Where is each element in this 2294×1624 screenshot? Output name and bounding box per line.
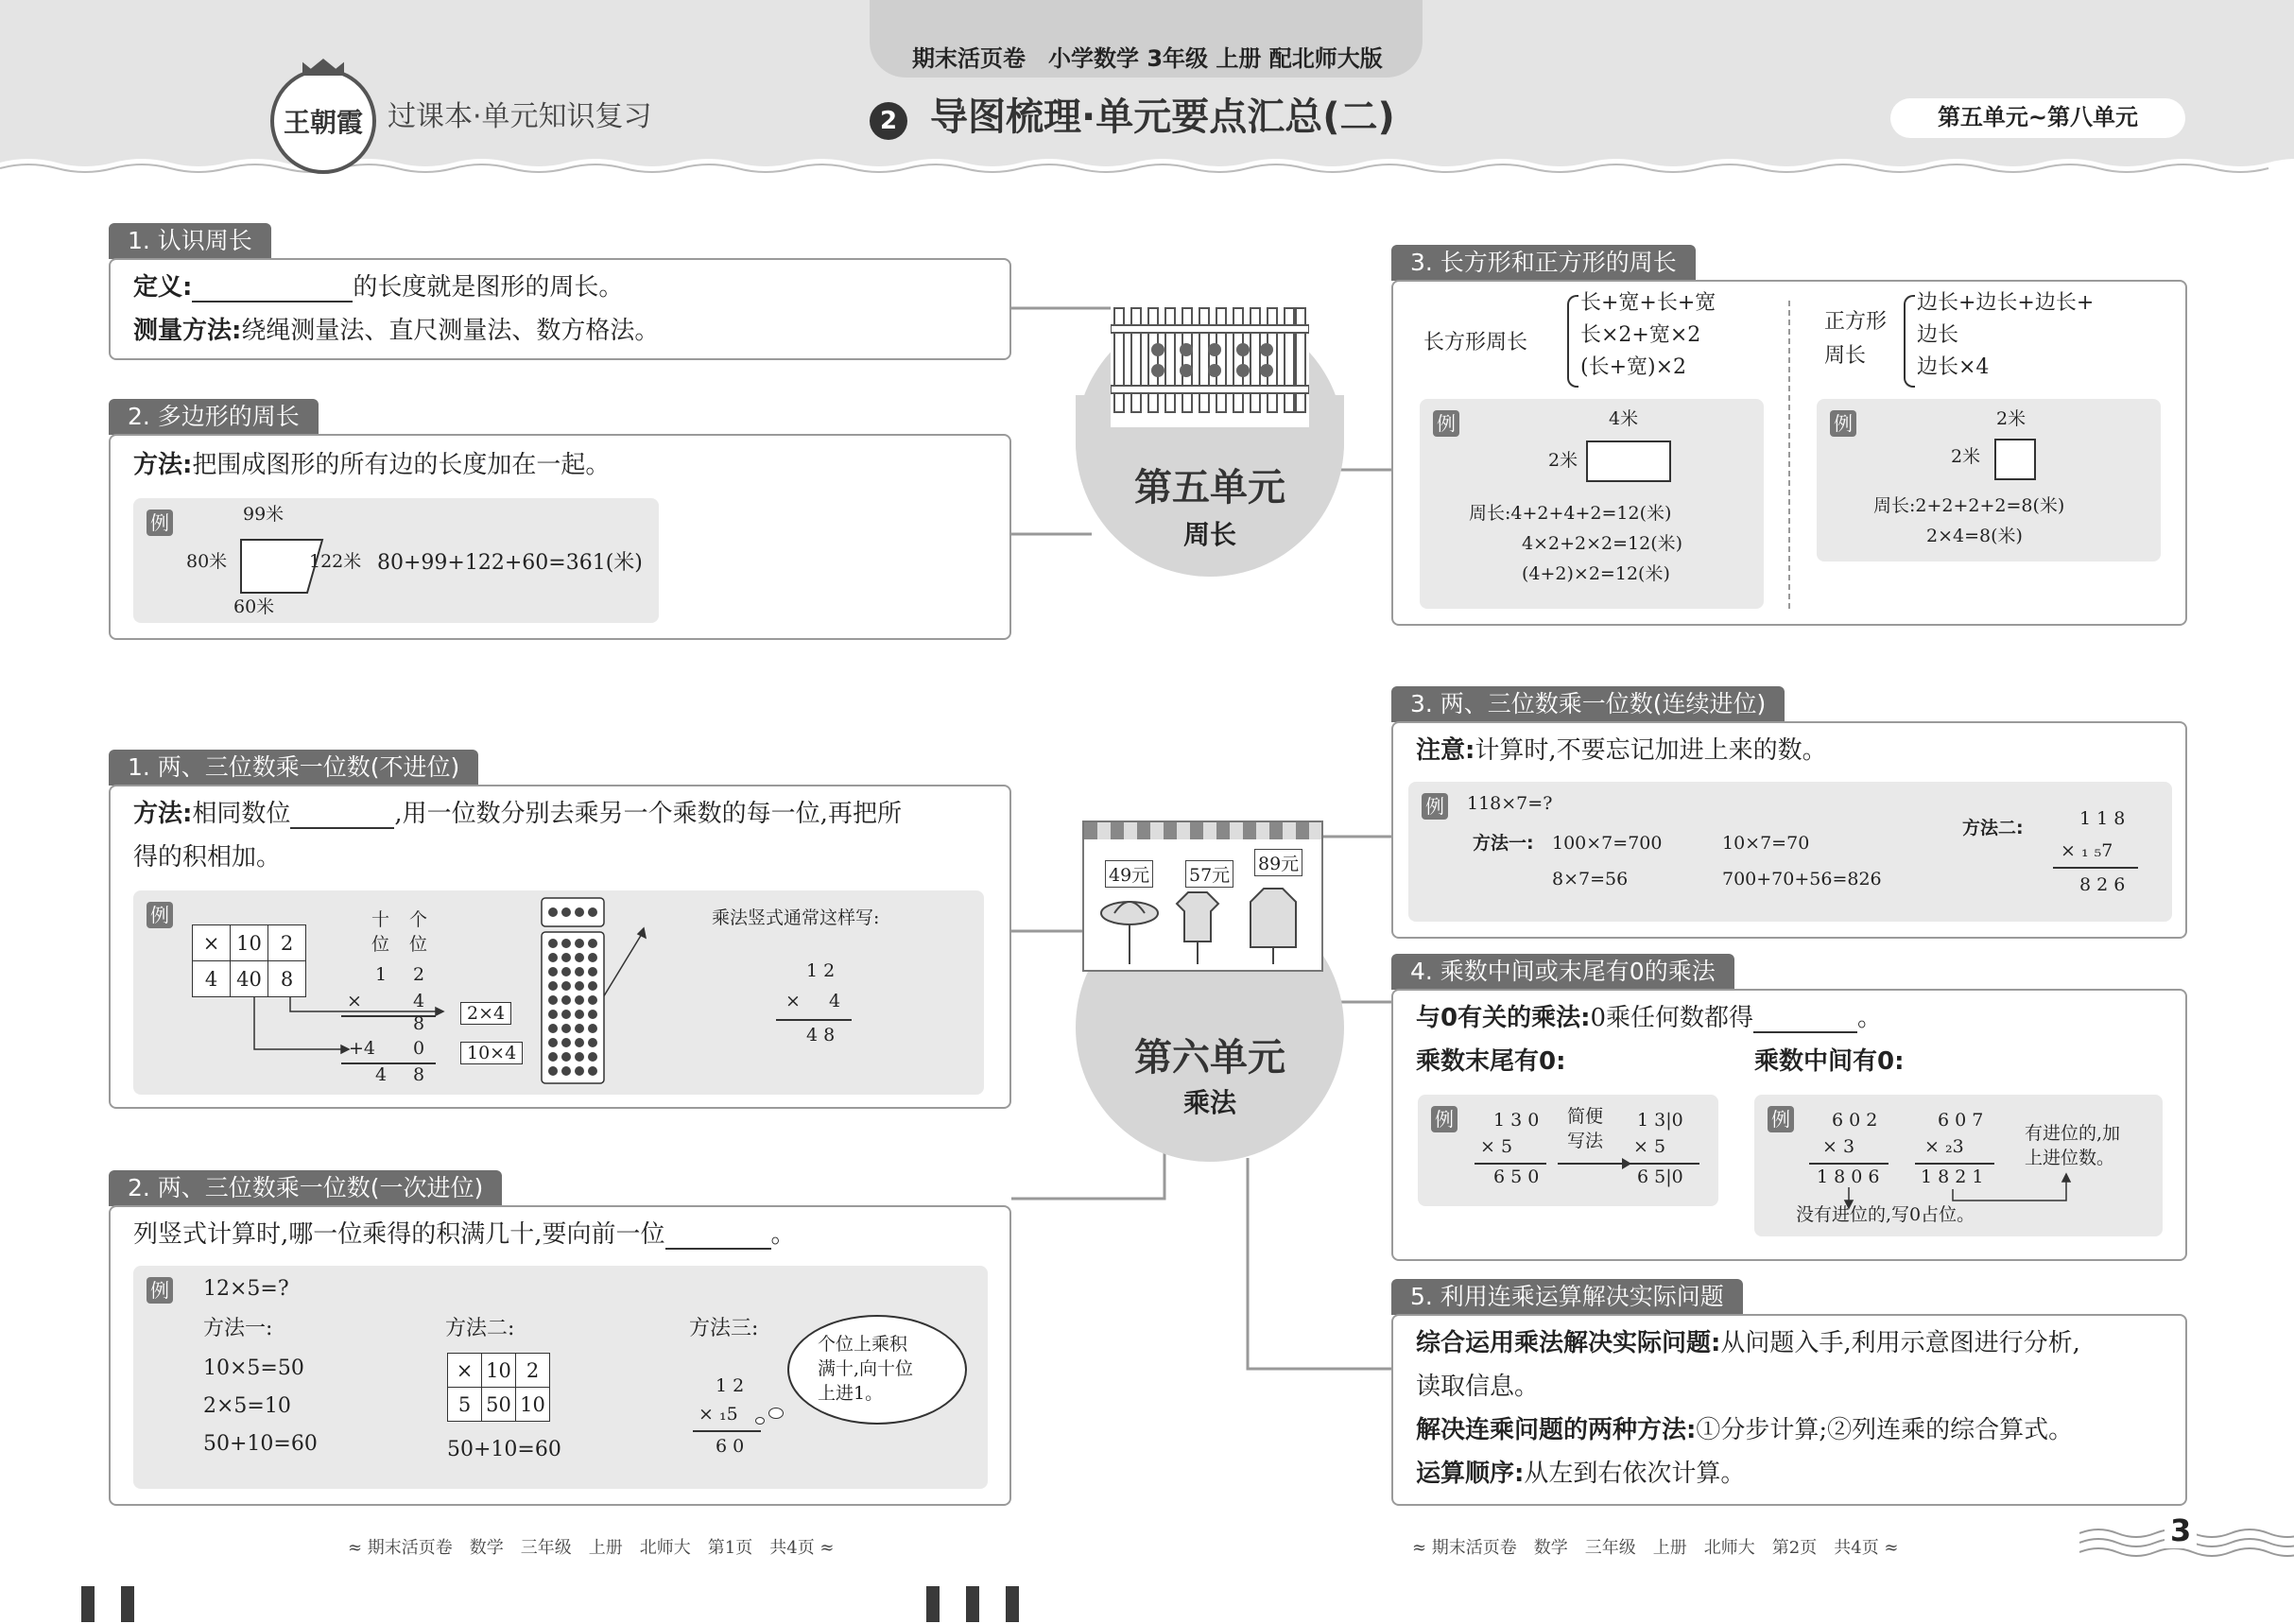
- section-tag: 2. 多边形的周长: [109, 399, 319, 435]
- clothes-icon: [1094, 885, 1316, 966]
- rect-perimeter-label: 长方形周长: [1423, 331, 1528, 354]
- method-line: 方法:把围成图形的所有边的长度加在一起。: [133, 451, 611, 479]
- digit: 6 0 7: [1938, 1110, 1984, 1131]
- question: 12×5=?: [203, 1277, 289, 1301]
- digit: × 3: [1822, 1136, 1855, 1157]
- method-label: 方法二:: [1962, 818, 2024, 838]
- square-top-label: 2米: [1996, 408, 2027, 429]
- unit6-title: 第六单元: [1134, 1036, 1285, 1080]
- zero-rule-line: 与0有关的乘法:0乘任何数都得 。: [1416, 1004, 1883, 1032]
- example-panel: [133, 498, 659, 623]
- perimeter-equation: 80+99+122+60=361(米): [377, 551, 643, 575]
- price-tag: 89元: [1254, 849, 1302, 876]
- thought-bubble-dot: [768, 1408, 784, 1419]
- note: 没有进位的,写0占位。: [1796, 1204, 1975, 1225]
- digit: 4: [413, 991, 425, 1011]
- digit: × 5: [1633, 1136, 1666, 1157]
- square-side-label: 2米: [1951, 446, 1981, 467]
- method-line: 方法:相同数位 ,用一位数分别去乘另一个乘数的每一位,再把所: [133, 800, 902, 828]
- rect-side-label: 2米: [1548, 450, 1578, 471]
- digit: 1: [375, 964, 388, 985]
- s1-box: [109, 258, 1011, 360]
- example-panel: [133, 890, 984, 1095]
- place-label: 个: [409, 909, 428, 930]
- calc-line: 2×5=10: [203, 1394, 291, 1418]
- text-line: 运算顺序:从左到右依次计算。: [1416, 1460, 1746, 1488]
- thought-bubble-dot: [755, 1417, 765, 1425]
- example-panel: [133, 1266, 988, 1489]
- bubble-text: 上进1。: [818, 1383, 884, 1404]
- place-label: 位: [409, 934, 428, 955]
- unit6-subtitle: 乘法: [1182, 1087, 1236, 1118]
- series-text: 期末活页卷 小学数学 3年级 上册 配北师大版: [912, 45, 1383, 72]
- subheading: 乘数中间有0:: [1754, 1047, 1905, 1076]
- digit: 1 8 2 1: [1921, 1166, 1984, 1187]
- example-panel: [1817, 399, 2161, 561]
- digit: 6 5|0: [1637, 1166, 1683, 1187]
- question: 118×7=?: [1467, 793, 1553, 814]
- digit: 1 1 8: [2079, 808, 2126, 829]
- calc-line: 8×7=56: [1552, 869, 1629, 890]
- example-mark: 例: [147, 510, 173, 536]
- calc-rule: [776, 1019, 852, 1021]
- square-perimeter-label: 正方形: [1824, 310, 1888, 334]
- multiplication-grid: × 10 2 5 50 10: [447, 1353, 550, 1422]
- calc-rule: [1475, 1163, 1546, 1165]
- calc-rule: [693, 1430, 761, 1432]
- method-label: 方法二:: [445, 1317, 515, 1340]
- answer-blank[interactable]: [192, 301, 353, 302]
- digit: × ₂3: [1924, 1136, 1964, 1157]
- example-panel: [1408, 782, 2172, 922]
- section-tag: 3. 长方形和正方形的周长: [1391, 245, 1696, 281]
- formula: 边长+边长+边长+: [1917, 291, 2095, 315]
- example-panel: [1420, 399, 1764, 609]
- footer-left: ≈ 期末活页卷 数学 三年级 上册 北师大 第1页 共4页 ≈: [348, 1538, 835, 1558]
- unit-range-pill: 第五单元~第八单元: [1890, 98, 2185, 138]
- digit: 1 2: [716, 1375, 745, 1396]
- arrow-label: 简便: [1567, 1106, 1604, 1127]
- digit: × 5: [1480, 1136, 1513, 1157]
- bubble-text: 满十,向十位: [818, 1358, 914, 1379]
- subheading: 乘数末尾有0:: [1416, 1047, 1566, 1076]
- measure-line: 测量方法:绕绳测量法、直尺测量法、数方格法。: [133, 317, 660, 345]
- dot-array-figure: [540, 896, 608, 1085]
- digit: +4: [349, 1038, 376, 1059]
- side-label: 122米: [309, 551, 362, 572]
- digit: 6 5 0: [1493, 1166, 1540, 1187]
- side-label: 60米: [233, 596, 275, 617]
- brace: [1904, 295, 1915, 388]
- vertical-note: 乘法竖式通常这样写:: [712, 907, 880, 928]
- s2-box: [109, 434, 1011, 640]
- digit: × ₁ ₅7: [2061, 840, 2113, 861]
- calc-line: 4×2+2×2=12(米): [1522, 533, 1683, 554]
- formula: 边长×4: [1917, 355, 1990, 379]
- digit: 4 8: [806, 1025, 836, 1045]
- note-line: 注意:计算时,不要忘记加进上来的数。: [1416, 736, 1827, 765]
- rect-top-label: 4米: [1609, 408, 1639, 429]
- digit: 8: [413, 1064, 425, 1085]
- multiplication-grid: × 10 2 4 40 8: [192, 924, 306, 997]
- calc-line: 周长:2+2+2+2=8(米): [1873, 495, 2065, 516]
- section-tag: 4. 乘数中间或末尾有0的乘法: [1391, 954, 1734, 990]
- digit: × ₁5: [699, 1404, 738, 1425]
- section-tag: 2. 两、三位数乘一位数(一次进位): [109, 1170, 502, 1206]
- example-mark: 例: [147, 902, 173, 928]
- digit: 4: [829, 991, 841, 1011]
- note: 上进位数。: [2025, 1148, 2115, 1168]
- text-line: 读取信息。: [1416, 1373, 1540, 1401]
- example-mark: 例: [1768, 1106, 1794, 1132]
- arrow-label: 写法: [1567, 1131, 1604, 1151]
- answer-blank[interactable]: [1753, 1031, 1857, 1033]
- title-badge: 2: [870, 102, 907, 140]
- definition-line: 定义: 的长度就是图形的周长。: [133, 273, 624, 302]
- digit: 1 8 0 6: [1817, 1166, 1880, 1187]
- square-perimeter-label: 周长: [1824, 344, 1867, 368]
- formula: 长×2+宽×2: [1580, 323, 1701, 347]
- method-label: 方法三:: [689, 1317, 759, 1340]
- fence-garden-illustration: [1111, 295, 1309, 427]
- calc-line: 周长:4+2+4+2=12(米): [1469, 503, 1672, 524]
- m4-box: [1391, 989, 2187, 1261]
- section-tag: 5. 利用连乘运算解决实际问题: [1391, 1279, 1743, 1315]
- unit5-subtitle: 周长: [1182, 519, 1236, 550]
- brace: [1567, 295, 1578, 388]
- side-label: 99米: [243, 504, 285, 525]
- calc-rule: [1628, 1163, 1699, 1165]
- calc-line: 50+10=60: [447, 1438, 561, 1461]
- calc-line: 10×5=50: [203, 1356, 304, 1380]
- example-mark: 例: [147, 1277, 173, 1304]
- example-mark: 例: [1433, 410, 1459, 437]
- calc-rule: [2053, 867, 2138, 869]
- square-figure: [1994, 439, 2036, 480]
- page-number: 3: [2165, 1512, 2197, 1548]
- page-title: 导图梳理·单元要点汇总(二): [930, 95, 1395, 139]
- answer-blank[interactable]: [665, 1248, 771, 1250]
- digit: 6 0 2: [1832, 1110, 1878, 1131]
- logo-text: 王朝霞: [283, 107, 363, 138]
- example-mark: 例: [1830, 410, 1856, 437]
- formula: 边长: [1917, 323, 1959, 347]
- s3-box: [1391, 280, 2187, 626]
- formula: (长+宽)×2: [1580, 355, 1687, 379]
- m1-box: [109, 785, 1011, 1109]
- method-line: 得的积相加。: [133, 843, 282, 872]
- digit: 2: [413, 964, 425, 985]
- shop-illustration: [1082, 821, 1323, 972]
- section-tag: 1. 两、三位数乘一位数(不进位): [109, 750, 478, 786]
- method-label: 方法一:: [1473, 833, 1534, 854]
- partial-product-box: 10×4: [460, 1042, 523, 1064]
- formula: 长+宽+长+宽: [1580, 291, 1716, 315]
- example-mark: 例: [1431, 1106, 1457, 1132]
- calc-line: 100×7=700: [1552, 833, 1663, 854]
- price-tag: 49元: [1105, 860, 1153, 888]
- divider: [1788, 301, 1790, 609]
- arrow-icon: [1558, 1163, 1624, 1165]
- section-tag: 3. 两、三位数乘一位数(连续进位): [1391, 686, 1785, 722]
- note: 有进位的,加: [2025, 1123, 2121, 1144]
- digit: 4: [375, 1064, 388, 1085]
- digit: 1 2: [806, 960, 836, 981]
- bubble-text: 个位上乘积: [818, 1334, 908, 1355]
- digit: 1 3 0: [1493, 1110, 1540, 1131]
- price-tag: 57元: [1185, 860, 1233, 888]
- example-panel: [1754, 1095, 2163, 1236]
- example-mark: 例: [1422, 793, 1448, 820]
- digit: 6 0: [716, 1436, 745, 1457]
- calc-line: 2×4=8(米): [1926, 526, 2023, 546]
- m5-box: [1391, 1314, 2187, 1506]
- footer-right: ≈ 期末活页卷 数学 三年级 上册 北师大 第2页 共4页 ≈: [1412, 1538, 1899, 1558]
- digit: 1 3|0: [1637, 1110, 1683, 1131]
- answer-blank[interactable]: [290, 827, 394, 829]
- side-label: 80米: [186, 551, 228, 572]
- shop-awning: [1084, 822, 1321, 839]
- digit: 8: [413, 1013, 425, 1034]
- text-line: 解决连乘问题的两种方法:①分步计算;②列连乘的综合算式。: [1416, 1416, 2074, 1444]
- unit5-title: 第五单元: [1134, 466, 1285, 510]
- calc-line: 50+10=60: [203, 1432, 318, 1456]
- partial-product-box: 2×4: [460, 1002, 511, 1025]
- rule-line: 列竖式计算时,哪一位乘得的积满几十,要向前一位 。: [133, 1220, 796, 1249]
- example-panel: [1418, 1095, 1718, 1206]
- digit: ×: [347, 991, 362, 1011]
- calc-line: 700+70+56=826: [1722, 869, 1882, 890]
- place-label: 位: [371, 934, 390, 955]
- calc-line: 10×7=70: [1722, 833, 1810, 854]
- method-label: 方法一:: [203, 1317, 273, 1340]
- rectangle-figure: [1586, 441, 1671, 482]
- text-line: 综合运用乘法解决实际问题:从问题入手,利用示意图进行分析,: [1416, 1329, 2080, 1357]
- calc-line: (4+2)×2=12(米): [1522, 563, 1670, 584]
- place-label: 十: [371, 909, 390, 930]
- digit: 0: [413, 1038, 425, 1059]
- m2-box: [109, 1205, 1011, 1506]
- digit: ×: [785, 991, 801, 1011]
- header-subtitle: 过课本·单元知识复习: [388, 100, 652, 133]
- m3-box: [1391, 721, 2187, 939]
- digit: 8 2 6: [2079, 874, 2126, 895]
- section-tag: 1. 认识周长: [109, 223, 271, 259]
